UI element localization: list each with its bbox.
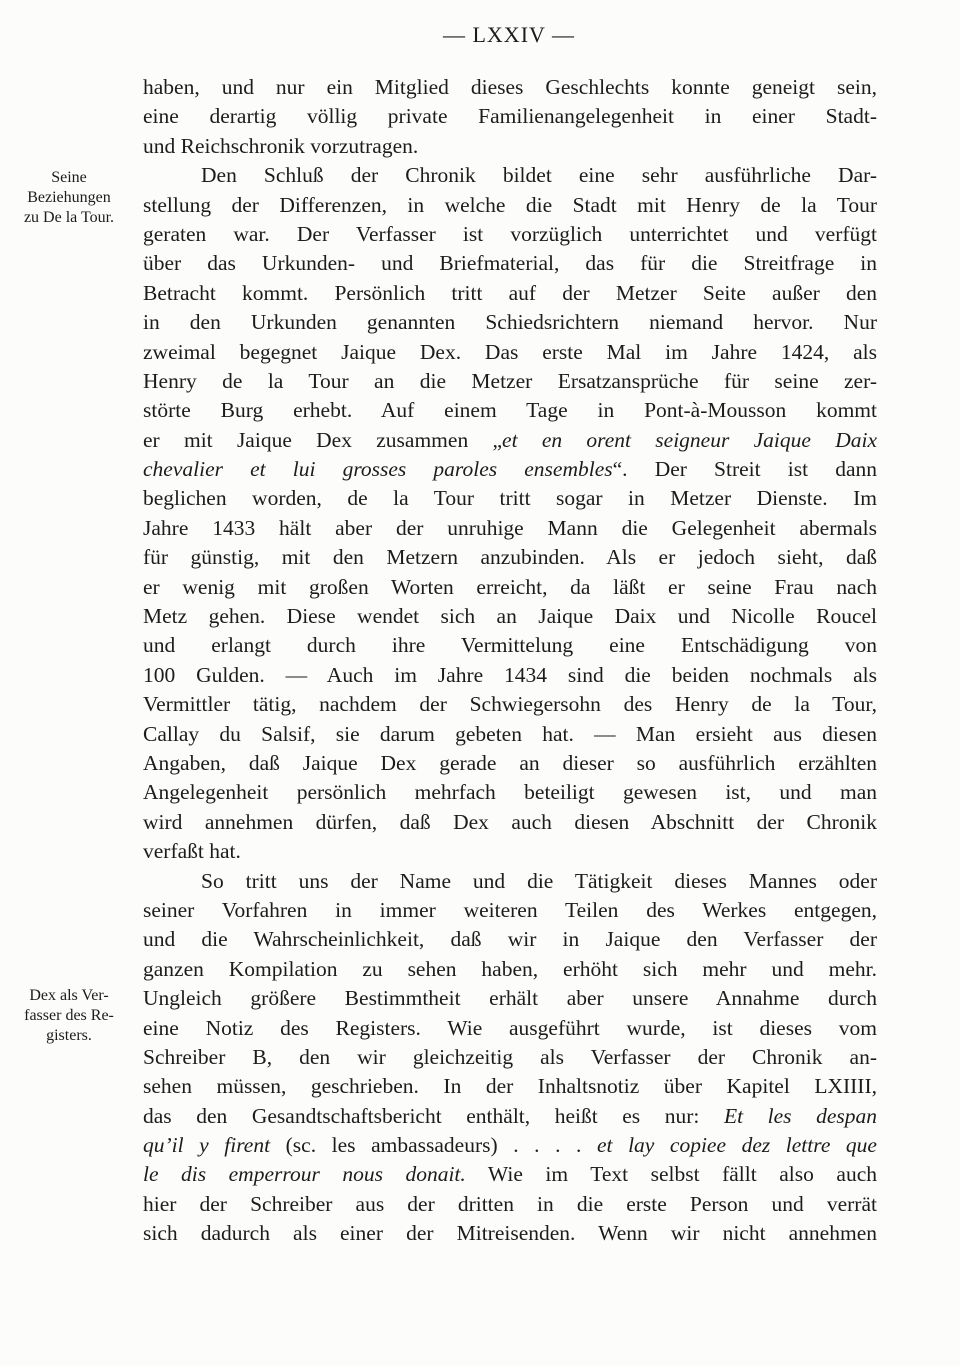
text-segment: “. Der Streit ist dann [612, 457, 877, 482]
margin-note-line: fasser des Re- [24, 1007, 114, 1024]
quoted-chronicle-text: chevalier et lui grosses paroles ensembles [143, 457, 613, 482]
quoted-register-text: le dis emperrour nous donait. [143, 1162, 466, 1187]
text-line: Callay du Salsif, sie darum gebeten hat. — Man ersieht aus diesen [143, 721, 877, 746]
text-segment: das den Gesandtschaftsbericht enthält, heißt es nur: [143, 1103, 724, 1128]
text-line: eine Notiz des Registers. Wie ausgeführt wurde, ist dieses vom [143, 1015, 877, 1040]
text-line: für günstig, mit den Metzern anzubinden. Als er jedoch sieht, daß [143, 545, 877, 570]
margin-note-registers [10, 986, 128, 1046]
quoted-register-text: qu’il y firent [143, 1133, 271, 1158]
text-line: und die Wahrscheinlichkeit, daß wir in Jaique den Verfasser der [143, 927, 877, 952]
text-line: seiner Vorfahren in immer weiteren Teilen des Werkes entgegen, [143, 897, 877, 922]
text-line: zweimal begegnet Jaique Dex. Das erste Mal im Jahre 1424, als [143, 339, 877, 364]
margin-note-line: Dex als Ver- [29, 987, 109, 1004]
text-line: 100 Gulden. — Auch im Jahre 1434 sind die beiden nochmals als [143, 662, 877, 687]
margin-note-line: Seine [51, 169, 87, 186]
text-line: stellung der Differenzen, in welche die Stadt mit Henry de la Tour [143, 192, 877, 217]
text-line: Henry de la Tour an die Metzer Ersatzansprüche für seine zer- [143, 368, 877, 393]
text-segment: Wie im Text selbst fällt also auch [465, 1162, 877, 1187]
text-line: sich dadurch als einer der Mitreisenden. Wenn wir nicht annehmen [143, 1221, 877, 1246]
margin-note-line: gisters. [46, 1027, 92, 1044]
text-line: Ungleich größere Bestimmtheit erhält aber unsere Annahme durch [143, 986, 877, 1011]
text-line: Jahre 1433 hält aber der unruhige Mann die Gelegenheit abermals [143, 515, 877, 540]
text-line: er wenig mit großen Worten erreicht, da läßt er seine Frau nach [143, 574, 877, 599]
text-line: Vermittler tätig, nachdem der Schwiegersohn des Henry de la Tour, [143, 692, 877, 717]
text-line: geraten war. Der Verfasser ist vorzüglich unterrichtet und verfügt [143, 221, 877, 246]
text-line: wird annehmen dürfen, daß Dex auch diesen Abschnitt der Chronik [143, 809, 877, 834]
text-line: und Reichschronik vorzutragen. [143, 133, 419, 158]
text-line: Den Schluß der Chronik bildet eine sehr ausführliche Dar- [201, 163, 877, 188]
text-line: ganzen Kompilation zu sehen haben, erhöht sich mehr und mehr. [143, 956, 877, 981]
text-segment: (sc. les ambassadeurs) . . . . [270, 1133, 597, 1158]
text-line: verfaßt hat. [143, 839, 241, 864]
text-line: Angelegenheit persönlich mehrfach beteiligt gewesen ist, und man [143, 780, 877, 805]
quoted-register-text: Et les despan [723, 1103, 877, 1128]
body-text [143, 73, 877, 1249]
text-line [143, 426, 877, 455]
text-line [143, 1160, 877, 1189]
margin-note-line: Beziehungen [27, 189, 111, 206]
margin-note-de-la-tour [10, 168, 128, 228]
text-line: Metz gehen. Diese wendet sich an Jaique Daix und Nicolle Roucel [143, 604, 877, 629]
text-line [143, 1102, 877, 1131]
text-line: störte Burg erhebt. Auf einem Tage in Pont-à-Mousson kommt [143, 398, 877, 423]
text-line [143, 455, 877, 484]
text-line: und erlangt durch ihre Vermittelung eine Entschädigung von [143, 633, 877, 658]
text-line: Schreiber B, den wir gleichzeitig als Verfasser der Chronik an- [143, 1044, 877, 1069]
text-line: haben, und nur ein Mitglied dieses Geschlechts konnte geneigt sein, [143, 75, 877, 99]
text-line: über das Urkunden- und Briefmaterial, das für die Streitfrage in [143, 251, 877, 276]
page-number: — LXXIV — [442, 22, 576, 47]
text-line: beglichen worden, de la Tour tritt sogar in Metzer Dienste. Im [143, 486, 877, 511]
quoted-chronicle-text: et en orent seigneur Jaique Daix [502, 427, 877, 452]
quoted-register-text: et lay copiee dez lettre que [596, 1133, 877, 1158]
text-segment: er mit Jaique Dex zusammen „ [143, 427, 503, 452]
margin-note-line: zu De la Tour. [23, 209, 115, 226]
text-line: Betracht kommt. Persönlich tritt auf der Metzer Seite außer den [143, 280, 877, 305]
text-line: So tritt uns der Name und die Tätigkeit dieses Mannes oder [201, 868, 877, 893]
text-line: sehen müssen, geschrieben. In der Inhaltsnotiz über Kapitel LXIIII, [143, 1074, 877, 1099]
text-line [143, 1131, 877, 1160]
text-line: eine derartig völlig private Familienangelegenheit in einer Stadt- [143, 104, 877, 129]
text-line: in den Urkunden genannten Schiedsrichtern niemand hervor. Nur [143, 310, 877, 335]
text-line: Angaben, daß Jaique Dex gerade an dieser so ausführlich erzählten [143, 750, 877, 775]
text-line: hier der Schreiber aus der dritten in die erste Person und verrät [143, 1191, 877, 1216]
